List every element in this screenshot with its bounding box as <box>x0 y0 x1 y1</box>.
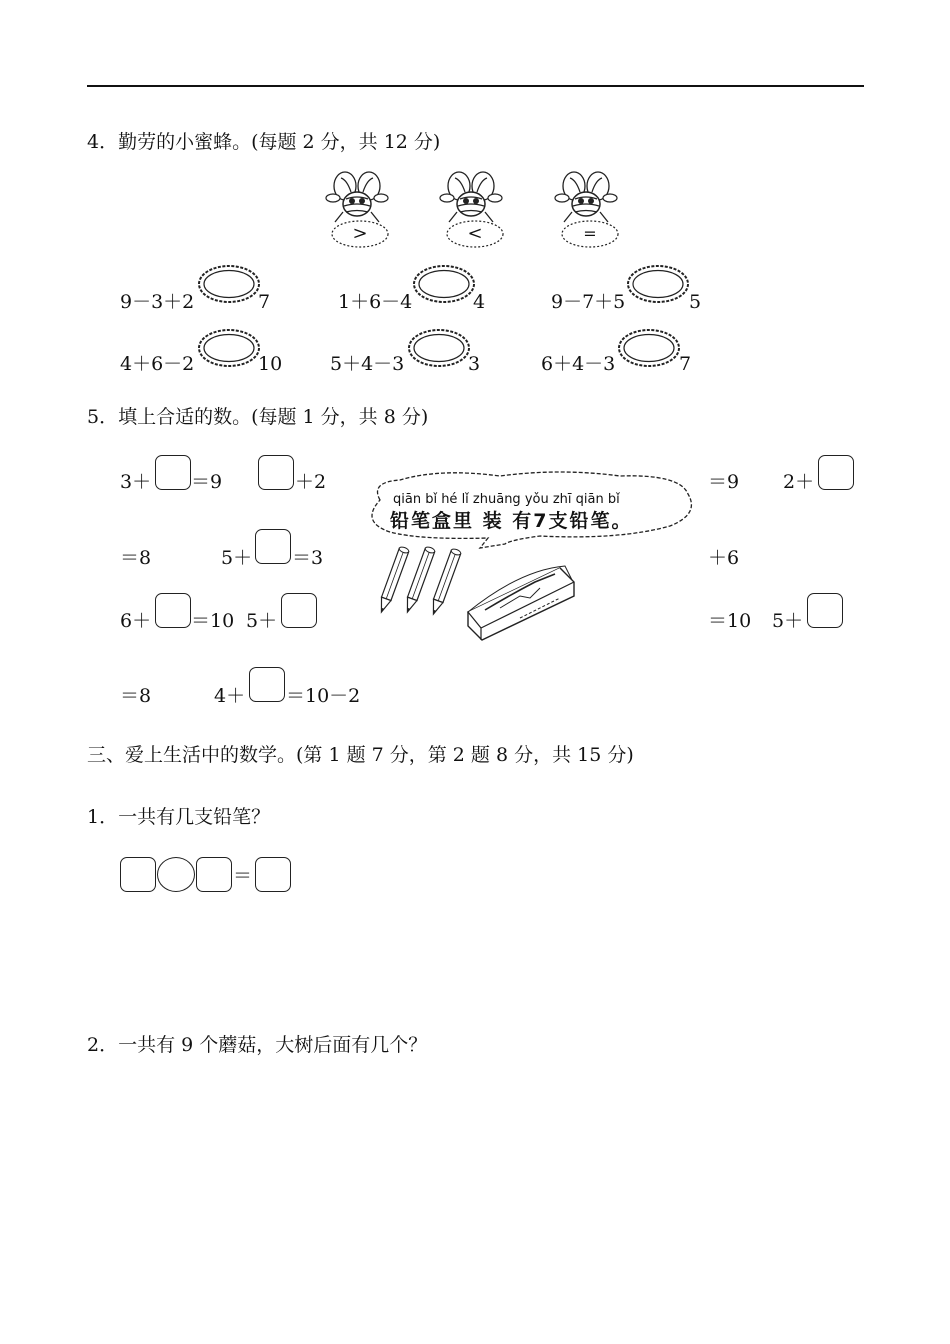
eq-part: ＝9 <box>191 471 223 493</box>
answer-box[interactable] <box>120 857 156 892</box>
compare-left: 9－7＋5 <box>551 291 626 313</box>
compare-left: 5＋4－3 <box>330 353 405 375</box>
bubble-text: 铅笔盒里 装 有7支铅笔。 <box>390 510 633 532</box>
q4-title: 4．勤劳的小蜜蜂。(每题 2 分，共 12 分) <box>87 131 441 153</box>
compare-right: 5 <box>689 291 702 313</box>
answer-box[interactable] <box>249 667 285 702</box>
compare-right: 3 <box>468 353 481 375</box>
compare-right: 7 <box>679 353 692 375</box>
section3-title: 三、爱上生活中的数学。(第 1 题 7 分，第 2 题 8 分，共 15 分) <box>87 744 634 766</box>
eq-part: ＝10－2 <box>286 685 361 707</box>
compare-left: 9－3＋2 <box>120 291 195 313</box>
bubble-pinyin: qiān bǐ hé lǐ zhuāng yǒu zhī qiān bǐ <box>393 492 620 507</box>
answer-oval <box>414 266 474 302</box>
answer-oval <box>409 330 469 366</box>
eq-part: ＋2 <box>295 471 327 493</box>
bee-sign: = <box>583 224 597 243</box>
answer-box[interactable] <box>281 593 317 628</box>
answer-oval <box>628 266 688 302</box>
eq-part: 6＋ <box>120 610 152 632</box>
eq-part: 2＋ <box>783 471 815 493</box>
pencil-icon <box>429 548 462 616</box>
bee-icon <box>440 172 502 222</box>
section3-q2: 2．一共有 9 个蘑菇，大树后面有几个？ <box>87 1034 428 1056</box>
pencil-icon <box>377 546 410 614</box>
answer-oval <box>619 330 679 366</box>
eq-part: ＝10 <box>708 610 752 632</box>
eq-part: ＝10 <box>191 610 235 632</box>
eq-part: ＝3 <box>292 547 324 569</box>
eq-part: 3＋ <box>120 471 152 493</box>
answer-box[interactable] <box>807 593 843 628</box>
answer-box[interactable] <box>255 529 291 564</box>
answer-box[interactable] <box>258 455 294 490</box>
answer-box[interactable] <box>196 857 232 892</box>
operator-circle[interactable] <box>157 857 195 892</box>
eq-part: ＝9 <box>708 471 740 493</box>
eq-part: ＋6 <box>708 547 740 569</box>
eq-part: ＝8 <box>120 547 152 569</box>
answer-oval <box>199 266 259 302</box>
bee-icon <box>555 172 617 222</box>
bee-sign: < <box>467 223 483 244</box>
compare-left: 6＋4－3 <box>541 353 616 375</box>
bee-icon <box>326 172 388 222</box>
eq-part: ＝8 <box>120 685 152 707</box>
pencil-case-icon <box>468 566 574 640</box>
top-rule <box>87 85 864 87</box>
eq-part: 5＋ <box>246 610 278 632</box>
compare-left: 1＋6－4 <box>338 291 413 313</box>
compare-right: 10 <box>258 353 283 375</box>
eq-part: 5＋ <box>221 547 253 569</box>
answer-box[interactable] <box>818 455 854 490</box>
answer-oval <box>199 330 259 366</box>
eq-part: 4＋ <box>214 685 246 707</box>
answer-box[interactable] <box>255 857 291 892</box>
equals-sign: ＝ <box>233 865 253 887</box>
answer-box[interactable] <box>155 593 191 628</box>
answer-box[interactable] <box>155 455 191 490</box>
eq-part: 5＋ <box>772 610 804 632</box>
compare-right: 4 <box>473 291 486 313</box>
compare-right: 7 <box>258 291 271 313</box>
compare-left: 4＋6－2 <box>120 353 195 375</box>
q5-title: 5．填上合适的数。(每题 1 分，共 8 分) <box>87 406 429 428</box>
section3-q1: 1．一共有几支铅笔？ <box>87 806 271 828</box>
bee-sign: > <box>352 223 368 244</box>
